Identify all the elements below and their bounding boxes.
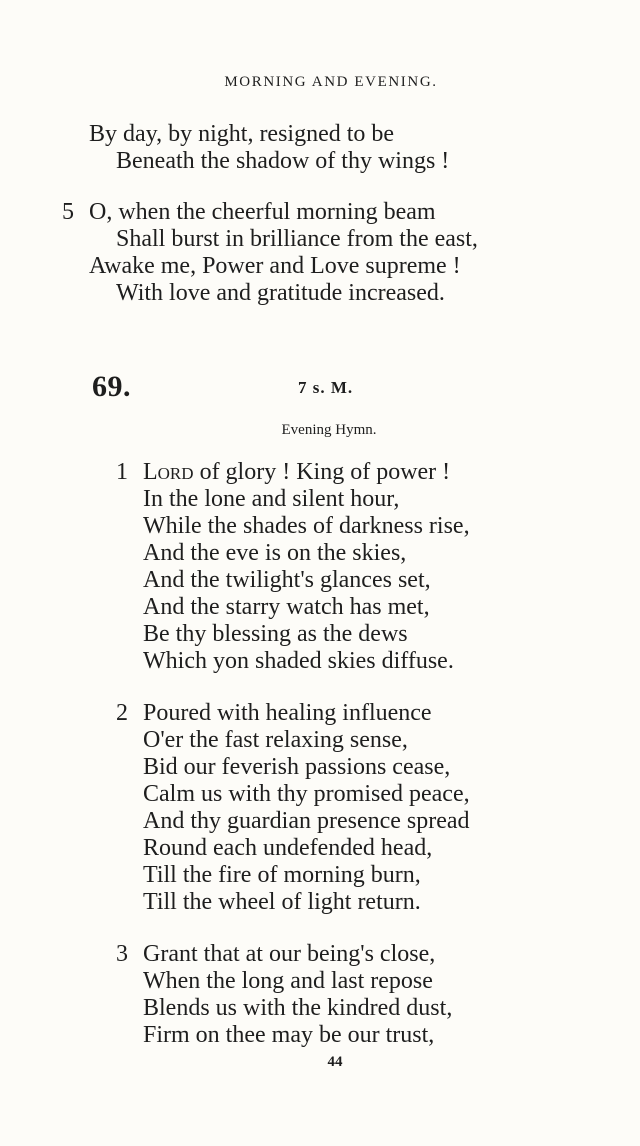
verse-line: Round each undefended head,: [143, 835, 433, 861]
verse-line: O'er the fast relaxing sense,: [143, 727, 408, 753]
verse-line: Firm on thee may be our trust,: [143, 1022, 435, 1048]
verse-line: Shall burst in brilliance from the east,: [116, 226, 478, 252]
first-word: Lord: [143, 459, 194, 485]
verse-line: O, when the cheerful morning beam: [89, 199, 436, 225]
verse-line: Till the fire of morning burn,: [143, 862, 421, 888]
page-number: 44: [327, 1054, 343, 1070]
stanza-number: 1: [116, 459, 128, 485]
hymn-meter: 7 s. M.: [298, 378, 354, 397]
verse-line: Blends us with the kindred dust,: [143, 995, 453, 1021]
verse-line: Be thy blessing as the dews: [143, 621, 408, 647]
verse-line: Bid our feverish passions cease,: [143, 754, 451, 780]
verse-line: In the lone and silent hour,: [143, 486, 400, 512]
verse-line: [143, 459, 450, 486]
stanza-number: 3: [116, 941, 128, 967]
running-head: MORNING AND EVENING.: [224, 74, 438, 90]
first-line-rest: of glory ! King of power !: [193, 459, 451, 485]
verse-line: And the eve is on the skies,: [143, 540, 407, 566]
verse-line: And thy guardian presence spread: [143, 808, 470, 834]
hymn-title: Evening Hymn.: [281, 422, 377, 438]
verse-line: With love and gratitude increased.: [116, 280, 445, 306]
verse-line: And the twilight's glances set,: [143, 567, 431, 593]
verse-line: Awake me, Power and Love supreme !: [89, 253, 461, 279]
hymn-number: 69.: [92, 370, 131, 403]
verse-line: Grant that at our being's close,: [143, 941, 436, 967]
verse-line: Calm us with thy promised peace,: [143, 781, 470, 807]
stanza-number: 5: [62, 199, 74, 225]
stanza-number: 2: [116, 700, 128, 726]
verse-line: When the long and last repose: [143, 968, 433, 994]
verse-line: Which yon shaded skies diffuse.: [143, 648, 454, 674]
verse-line: While the shades of darkness rise,: [143, 513, 470, 539]
verse-line: Beneath the shadow of thy wings !: [116, 148, 450, 174]
verse-line: And the starry watch has met,: [143, 594, 430, 620]
verse-line: Till the wheel of light return.: [143, 889, 421, 915]
verse-line: Poured with healing influence: [143, 700, 432, 726]
verse-line: By day, by night, resigned to be: [89, 121, 395, 147]
